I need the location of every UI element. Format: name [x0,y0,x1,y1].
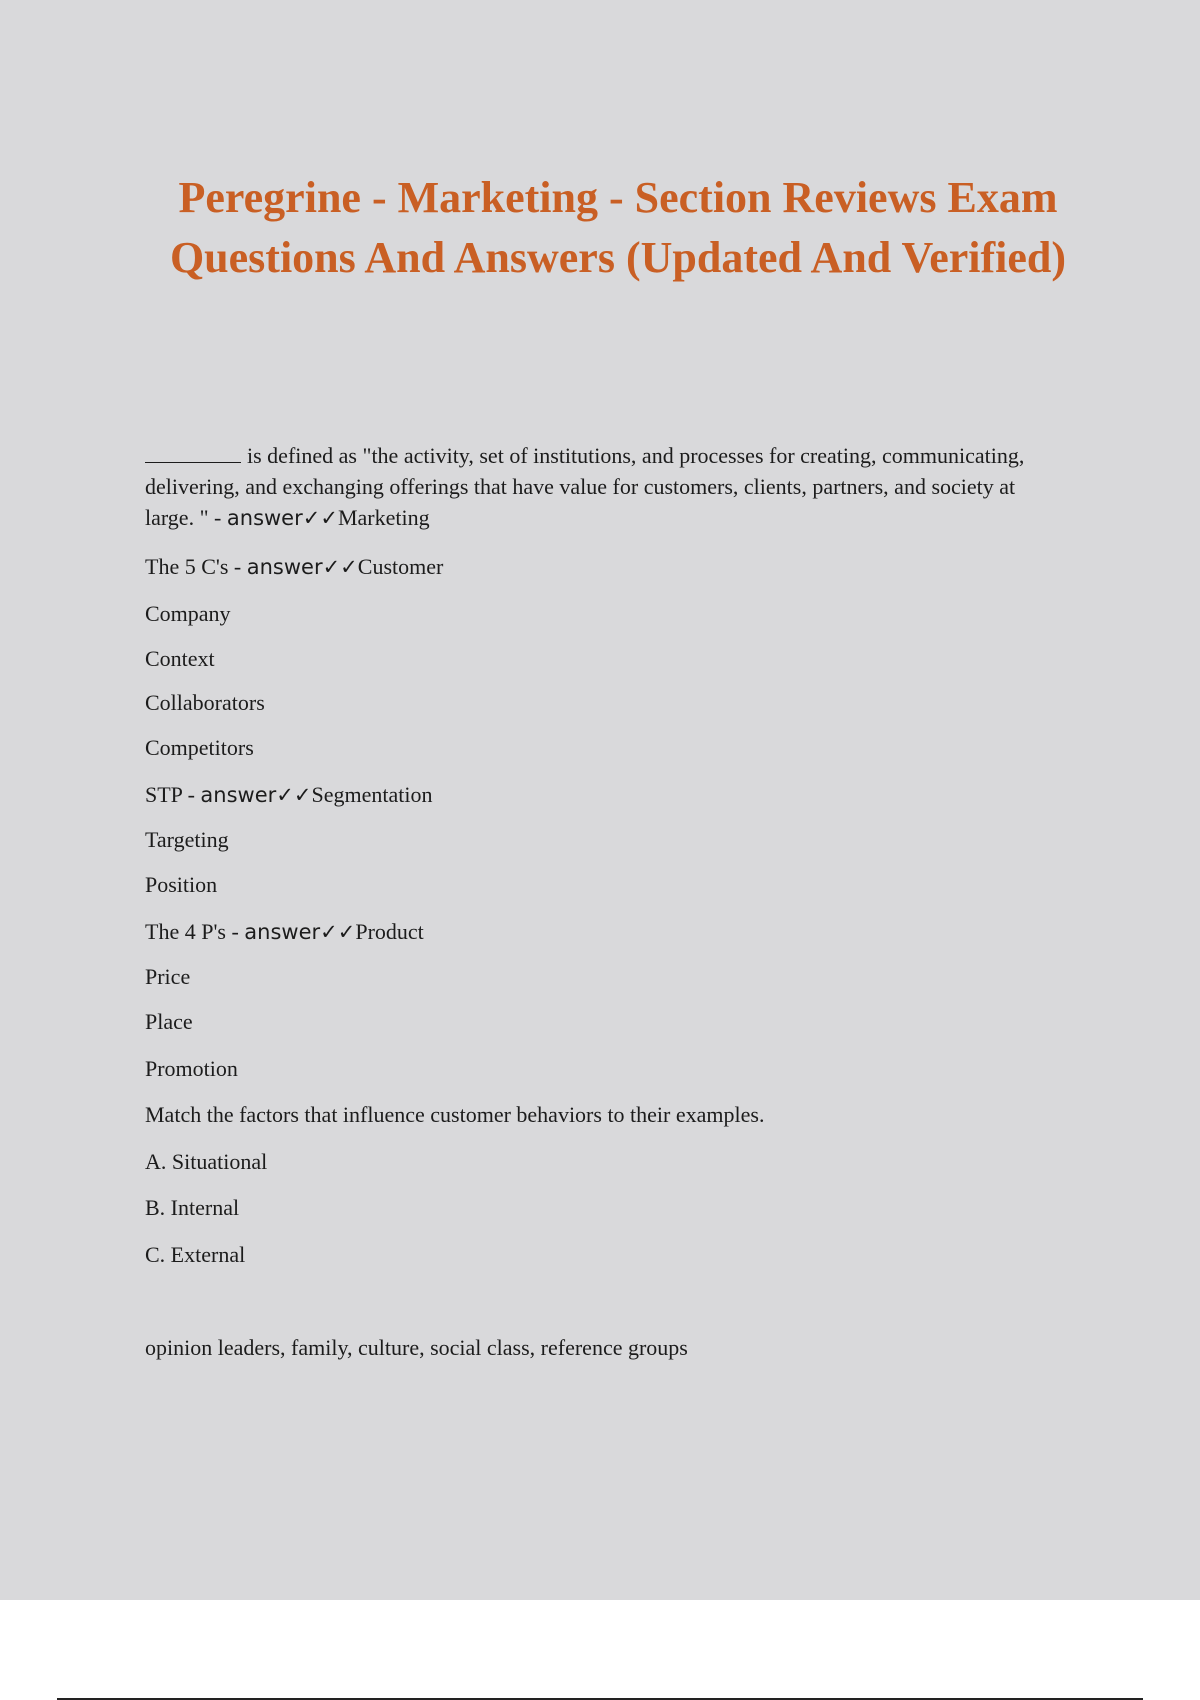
question-text: is defined as "the activity, set of institutions, and processes for creating, communicating, delivering, and exchanging offerings that have value for customers, clients, partners, and society at large. " - [145,443,1025,530]
spacer [145,1278,1065,1325]
answer-marker: answer✓✓ [244,919,356,944]
answer-text: Customer [357,554,444,579]
fill-in-blank [145,461,241,463]
question-4-ps [145,909,1065,956]
document-body [145,440,1065,1372]
answer-text: Product [355,918,424,944]
answer-line: Competitors [145,735,254,760]
question-marketing-definition [145,440,1065,534]
answer-line: Targeting [145,827,229,852]
question-text: STP - [145,781,195,807]
answer-line: Promotion [145,1055,238,1081]
answer-line: Collaborators [145,690,265,715]
question-text: The 4 P's - [145,918,239,944]
answer-text: Marketing [337,505,430,530]
question-text: The 5 C's - [145,554,242,579]
answer-line: Position [145,872,218,897]
answer-marker: answer✓✓ [200,782,312,807]
answer-marker: answer✓✓ [246,555,358,579]
answer-line: Price [145,964,191,989]
answer-line: Context [145,646,215,671]
question-stp [145,772,1065,819]
match-option: B. Internal [145,1195,240,1220]
answer-line: Company [145,600,231,626]
document-title: Peregrine - Marketing - Section Reviews Exam Questions And Answers (Updated And Verified) [169,173,1067,282]
match-option: A. Situational [145,1148,268,1174]
match-example: opinion leaders, family, culture, social class, reference groups [145,1335,688,1360]
answer-marker: answer✓✓ [226,506,338,530]
answer-text: Segmentation [311,781,433,807]
match-option: C. External [145,1241,246,1267]
question-5-cs [145,544,1065,591]
question-customer-behavior-prompt: Match the factors that influence customer behaviors to their examples. [145,1102,765,1127]
answer-line: Place [145,1009,193,1034]
